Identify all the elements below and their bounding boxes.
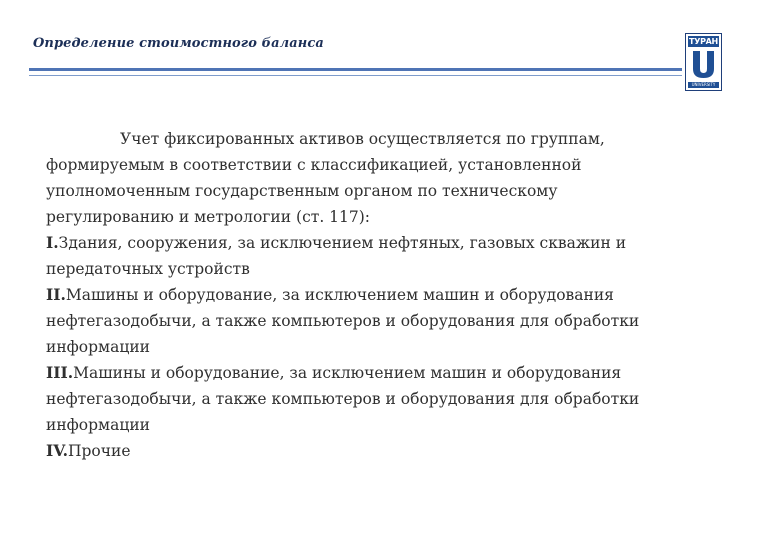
header-divider-thin: [29, 75, 682, 76]
group-numeral: IV.: [46, 441, 68, 460]
list-item: [46, 438, 686, 464]
list-item: [46, 360, 686, 438]
logo-subtitle: UNIVERSITY: [688, 82, 719, 88]
group-text: Машины и оборудование, за исключением машин и оборудования нефтегазодобычи, а также компьютеров и оборудования для обработки информации: [46, 286, 640, 356]
university-logo: [685, 33, 722, 91]
group-numeral: III.: [46, 363, 74, 382]
slide-title: Определение стоимостного баланса: [33, 36, 324, 51]
group-text: Машины и оборудование, за исключением машин и оборудования нефтегазодобычи, а также компьютеров и оборудования для обработки информации: [46, 364, 640, 434]
list-item: [46, 230, 686, 282]
group-numeral: II.: [46, 285, 66, 304]
intro-paragraph: Учет фиксированных активов осуществляется по группам, формируемым в соответствии с классификацией, установленной уполномоченным государственным органом по техническому регулированию и метрологии (ст. 117):: [46, 130, 605, 226]
logo-u-icon: [688, 49, 719, 80]
slide-body: [46, 126, 686, 464]
list-item: [46, 282, 686, 360]
group-text: Прочие: [67, 442, 131, 460]
group-numeral: I.: [46, 233, 59, 252]
header-divider: [29, 68, 682, 71]
group-text: Здания, сооружения, за исключением нефтяных, газовых скважин и передаточных устройств: [46, 234, 627, 278]
logo-wordmark: ТУРАН: [689, 37, 718, 46]
